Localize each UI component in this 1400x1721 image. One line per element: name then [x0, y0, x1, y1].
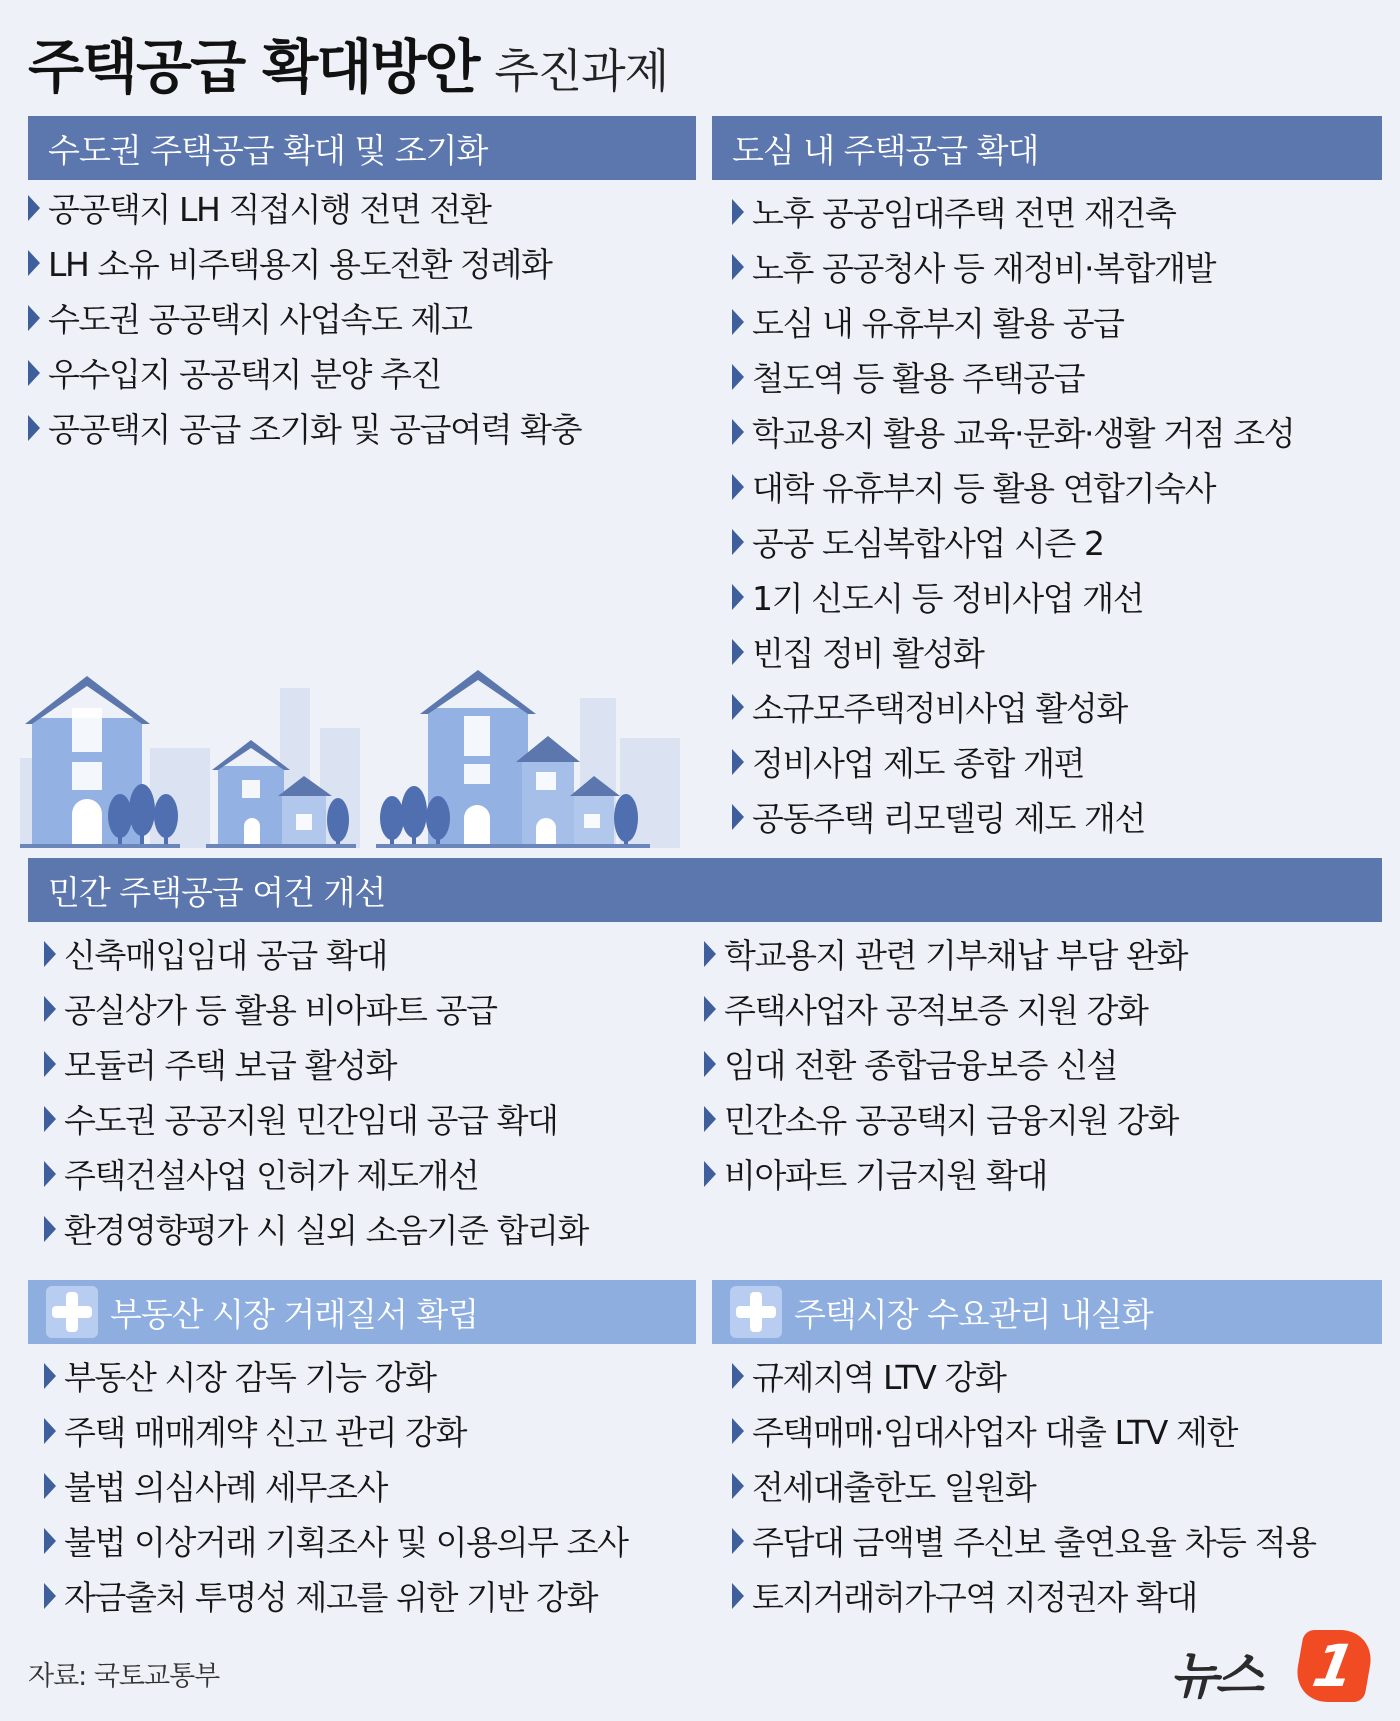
arrow-icon — [28, 195, 40, 221]
arrow-icon — [704, 1161, 716, 1187]
list-item: 1기 신도시 등 정비사업 개선 — [732, 569, 1382, 624]
section-urban-header — [712, 116, 1382, 180]
list-item: 주담대 금액별 주신보 출연요율 차등 적용 — [732, 1513, 1382, 1568]
section-demand-header — [712, 1280, 1382, 1344]
arrow-icon — [44, 1363, 56, 1389]
arrow-icon — [44, 1473, 56, 1499]
section-private-list-right — [704, 926, 1187, 1256]
section-private-title: 민간 주택공급 여건 개선 — [48, 872, 386, 912]
list-item: 우수입지 공공택지 분양 추진 — [28, 345, 696, 400]
list-item: 부동산 시장 감독 기능 강화 — [44, 1348, 696, 1403]
logo-mark: 1 — [1292, 1630, 1377, 1702]
news1-logo — [1170, 1630, 1370, 1705]
section-private — [28, 858, 1382, 1256]
arrow-icon — [732, 309, 744, 335]
section-urban-title: 도심 내 주택공급 확대 — [732, 130, 1039, 170]
section-market — [28, 1280, 696, 1623]
list-item: 빈집 정비 활성화 — [732, 624, 1382, 679]
list-item: 주택건설사업 인허가 제도개선 — [44, 1146, 694, 1201]
arrow-icon — [732, 639, 744, 665]
arrow-icon — [44, 1216, 56, 1242]
section-market-header — [28, 1280, 696, 1344]
section-private-header — [28, 858, 1382, 922]
list-item: 자금출처 투명성 제고를 위한 기반 강화 — [44, 1568, 696, 1623]
list-item: 학교용지 활용 교육·문화·생활 거점 조성 — [732, 404, 1382, 459]
logo-text: 뉴스 — [1170, 1647, 1261, 1705]
arrow-icon — [732, 694, 744, 720]
arrow-icon — [28, 305, 40, 331]
section-capital-list — [28, 180, 696, 455]
arrow-icon — [732, 1473, 744, 1499]
arrow-icon — [732, 474, 744, 500]
list-item: 민간소유 공공택지 금융지원 강화 — [704, 1091, 1187, 1146]
list-item: 불법 이상거래 기획조사 및 이용의무 조사 — [44, 1513, 696, 1568]
list-item: 공실상가 등 활용 비아파트 공급 — [44, 981, 694, 1036]
arrow-icon — [44, 1051, 56, 1077]
list-item: 전세대출한도 일원화 — [732, 1458, 1382, 1513]
arrow-icon — [732, 419, 744, 445]
list-item: 노후 공공임대주택 전면 재건축 — [732, 184, 1382, 239]
section-demand-list — [732, 1348, 1382, 1623]
section-private-list-left — [44, 926, 694, 1256]
section-capital — [28, 116, 696, 455]
arrow-icon — [732, 1418, 744, 1444]
arrow-icon — [732, 529, 744, 555]
list-item: 정비사업 제도 종합 개편 — [732, 734, 1382, 789]
list-item: 환경영향평가 시 실외 소음기준 합리화 — [44, 1201, 694, 1256]
list-item: 모듈러 주택 보급 활성화 — [44, 1036, 694, 1091]
list-item: 공공택지 공급 조기화 및 공급여력 확충 — [28, 400, 696, 455]
arrow-icon — [28, 250, 40, 276]
list-item: 공공택지 LH 직접시행 전면 전환 — [28, 180, 696, 235]
list-item: 불법 의심사례 세무조사 — [44, 1458, 696, 1513]
houses-illustration — [20, 668, 700, 848]
list-item: 공동주택 리모델링 제도 개선 — [732, 789, 1382, 844]
list-item: 노후 공공청사 등 재정비·복합개발 — [732, 239, 1382, 294]
section-demand — [712, 1280, 1382, 1623]
title-main: 주택공급 확대방안 — [28, 33, 479, 101]
arrow-icon — [28, 360, 40, 386]
plus-icon — [730, 1286, 782, 1338]
arrow-icon — [44, 941, 56, 967]
title-sub: 추진과제 — [494, 44, 669, 98]
section-market-list — [44, 1348, 696, 1623]
list-item: 도심 내 유휴부지 활용 공급 — [732, 294, 1382, 349]
arrow-icon — [704, 1106, 716, 1132]
source-note: 자료: 국토교통부 — [28, 1661, 220, 1692]
arrow-icon — [704, 941, 716, 967]
section-urban — [712, 116, 1382, 844]
list-item: 주택사업자 공적보증 지원 강화 — [704, 981, 1187, 1036]
arrow-icon — [732, 804, 744, 830]
list-item: 학교용지 관련 기부채납 부담 완화 — [704, 926, 1187, 981]
arrow-icon — [732, 1363, 744, 1389]
list-item: 비아파트 기금지원 확대 — [704, 1146, 1187, 1201]
arrow-icon — [732, 1528, 744, 1554]
list-item: 신축매입임대 공급 확대 — [44, 926, 694, 981]
arrow-icon — [732, 364, 744, 390]
list-item: 소규모주택정비사업 활성화 — [732, 679, 1382, 734]
list-item: LH 소유 비주택용지 용도전환 정례화 — [28, 235, 696, 290]
list-item: 철도역 등 활용 주택공급 — [732, 349, 1382, 404]
arrow-icon — [732, 254, 744, 280]
arrow-icon — [44, 1583, 56, 1609]
arrow-icon — [732, 749, 744, 775]
section-urban-list — [732, 184, 1382, 844]
arrow-icon — [704, 1051, 716, 1077]
arrow-icon — [44, 996, 56, 1022]
arrow-icon — [28, 415, 40, 441]
list-item: 토지거래허가구역 지정권자 확대 — [732, 1568, 1382, 1623]
list-item: 수도권 공공택지 사업속도 제고 — [28, 290, 696, 345]
list-item: 임대 전환 종합금융보증 신설 — [704, 1036, 1187, 1091]
list-item: 수도권 공공지원 민간임대 공급 확대 — [44, 1091, 694, 1146]
list-item: 공공 도심복합사업 시즌 2 — [732, 514, 1382, 569]
arrow-icon — [732, 199, 744, 225]
list-item: 주택매매·임대사업자 대출 LTV 제한 — [732, 1403, 1382, 1458]
list-item: 주택 매매계약 신고 관리 강화 — [44, 1403, 696, 1458]
arrow-icon — [704, 996, 716, 1022]
page-title — [28, 20, 668, 104]
section-demand-title: 주택시장 수요관리 내실화 — [794, 1294, 1153, 1334]
arrow-icon — [732, 1583, 744, 1609]
section-market-title: 부동산 시장 거래질서 확립 — [110, 1294, 479, 1334]
list-item: 대학 유휴부지 등 활용 연합기숙사 — [732, 459, 1382, 514]
list-item: 규제지역 LTV 강화 — [732, 1348, 1382, 1403]
arrow-icon — [44, 1161, 56, 1187]
arrow-icon — [732, 584, 744, 610]
section-capital-title: 수도권 주택공급 확대 및 조기화 — [48, 130, 488, 170]
arrow-icon — [44, 1106, 56, 1132]
plus-icon — [46, 1286, 98, 1338]
arrow-icon — [44, 1528, 56, 1554]
arrow-icon — [44, 1418, 56, 1444]
section-capital-header — [28, 116, 696, 180]
